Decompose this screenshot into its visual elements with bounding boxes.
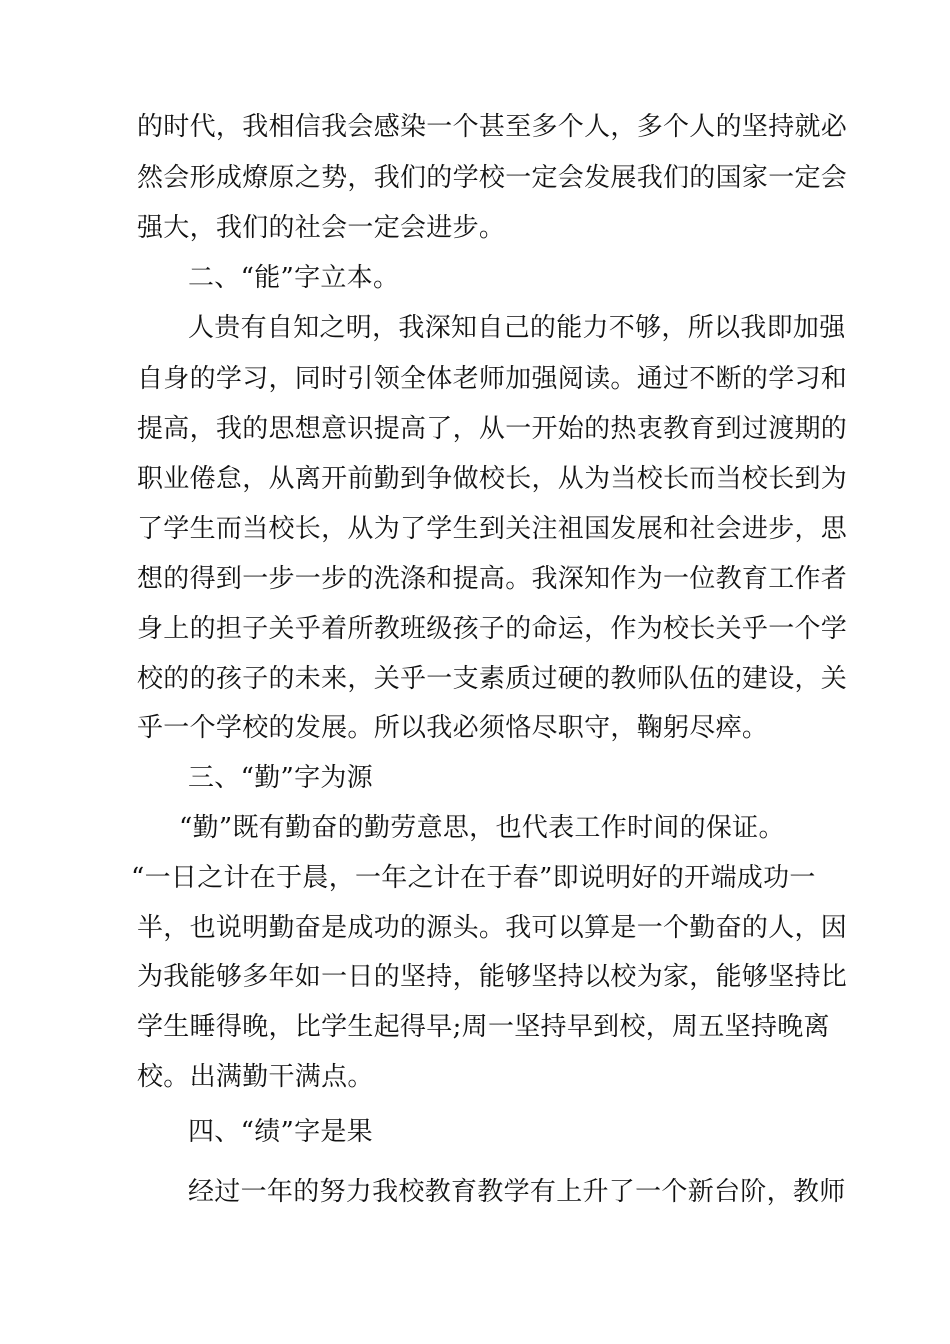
text-line: 乎一个学校的发展。所以我必须恪尽职守，鞠躬尽瘁。 — [137, 713, 769, 743]
text-line: 为我能够多年如一日的坚持，能够坚持以校为家，能够坚持比 — [137, 962, 848, 992]
text-line: 人贵有自知之明，我深知自己的能力不够，所以我即加强 — [188, 313, 846, 343]
text-line: 了学生而当校长，从为了学生到关注祖国发展和社会进步，思 — [137, 514, 848, 544]
text-line: 经过一年的努力我校教育教学有上升了一个新台阶，教师 — [188, 1177, 846, 1207]
text-line: 的时代，我相信我会感染一个甚至多个人，多个人的坚持就必 — [137, 112, 848, 142]
text-line: 强大，我们的社会一定会进步。 — [137, 213, 506, 243]
text-line: 提高，我的思想意识提高了，从一开始的热衷教育到过渡期的 — [137, 414, 848, 444]
text-line: “一日之计在于晨，一年之计在于春”即说明好的开端成功一 — [131, 863, 816, 893]
text-line: 自身的学习，同时引领全体老师加强阅读。通过不断的学习和 — [137, 364, 848, 394]
text-line: 身上的担子关乎着所教班级孩子的命运，作为校长关乎一个学 — [137, 614, 848, 644]
text-line: 校。出满勤干满点。 — [137, 1062, 374, 1092]
text-line: 想的得到一步一步的洗涤和提高。我深知作为一位教育工作者 — [137, 564, 848, 594]
text-line: 职业倦怠，从离开前勤到争做校长，从为当校长而当校长到为 — [137, 464, 848, 494]
text-line: 半，也说明勤奋是成功的源头。我可以算是一个勤奋的人，因 — [137, 913, 848, 943]
text-line: 校的的孩子的未来，关乎一支素质过硬的教师队伍的建设，关 — [137, 664, 848, 694]
text-line: “勤”既有勤奋的勤劳意思，也代表工作时间的保证。 — [179, 813, 785, 843]
text-line: 学生睡得晚，比学生起得早;周一坚持早到校，周五坚持晚离 — [137, 1012, 830, 1042]
section-heading: 二、“能”字立本。 — [188, 263, 400, 293]
text-line: 然会形成燎原之势，我们的学校一定会发展我们的国家一定会 — [137, 163, 848, 193]
section-heading: 四、“绩”字是果 — [188, 1117, 373, 1147]
section-heading: 三、“勤”字为源 — [188, 763, 373, 793]
